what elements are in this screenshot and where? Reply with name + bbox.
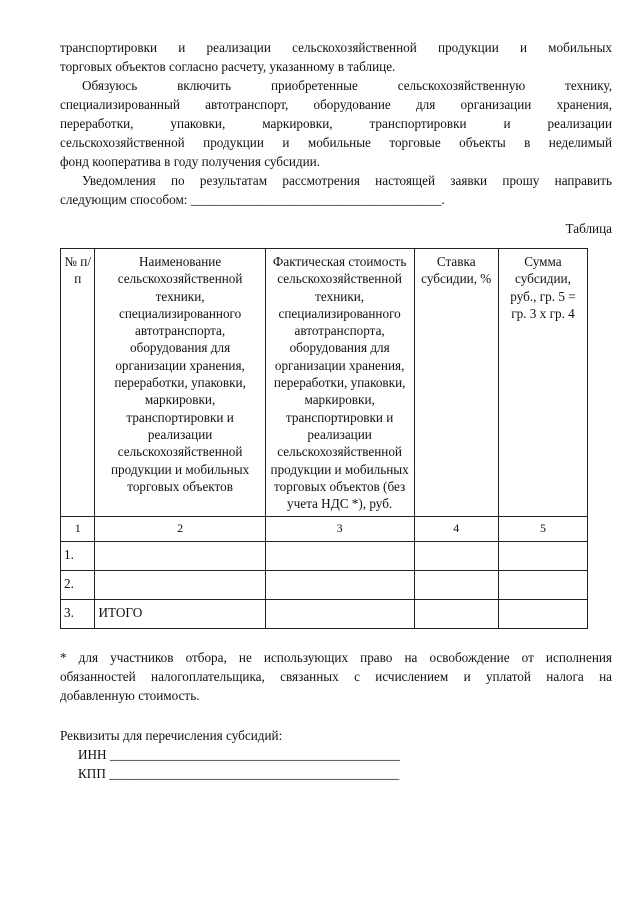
header-cell-rate: Ставка субсидии, % (414, 249, 498, 517)
table-row (61, 571, 588, 600)
text-line: Уведомления по результатам рассмотрения настоящей заявки прошу направить (82, 173, 612, 188)
total-label: ИТОГО (95, 600, 265, 629)
table-cell[interactable] (265, 571, 414, 600)
footnote (60, 648, 612, 705)
text-line: сельскохозяйственной продукции и мобильные торговые объекты в неделимый (60, 135, 612, 150)
text-line: переработки, упаковки, маркировки, транспортировки и реализации (60, 116, 612, 131)
header-cell-cost: Фактическая стоимость сельскохозяйственной техники, специализированного автотранспорта, оборудования для организации хранения, переработки, упаковки, маркировки, транспортировки и реализации сельскохозяйственной продукции и мобильных торговых объектов (без учета НДС *), руб. (265, 249, 414, 517)
paragraph-1 (60, 38, 612, 76)
kpp-field[interactable]: КПП ____________________________________________ (78, 766, 400, 782)
document-page (60, 38, 612, 783)
table-cell[interactable] (265, 542, 414, 571)
text-line: обязанностей налогоплательщика, связанных с исчислением и уплатой налога на (60, 669, 612, 685)
table-cell[interactable] (95, 571, 265, 600)
paragraph-2 (60, 76, 612, 171)
paragraph-3 (60, 171, 612, 209)
text-line: специализированный автотранспорт, оборудование для организации хранения, (60, 97, 612, 112)
row-number: 2. (61, 571, 95, 600)
table-cell[interactable] (414, 542, 498, 571)
column-number: 1 (61, 517, 95, 542)
text-line: следующим способом: ______________________________________. (60, 192, 445, 207)
column-number: 5 (498, 517, 587, 542)
header-cell-number: № п/п (61, 249, 95, 517)
table-cell[interactable] (414, 571, 498, 600)
column-number: 3 (265, 517, 414, 542)
text-line: фонд кооператива в году получения субсидии. (60, 154, 321, 169)
text-line: транспортировки и реализации сельскохозяйственной продукции и мобильных (60, 40, 612, 55)
text-line: добавленную стоимость. (60, 688, 200, 704)
table-cell[interactable] (498, 600, 587, 629)
text-line: торговых объектов согласно расчету, указанному в таблице. (60, 59, 396, 74)
table-cell[interactable] (498, 571, 587, 600)
inn-field[interactable]: ИНН ____________________________________________ (78, 747, 400, 763)
requisites-block (60, 726, 612, 783)
header-cell-amount: Сумма субсидии, руб., гр. 5 = гр. 3 x гр. 4 (498, 249, 587, 517)
table-cell[interactable] (265, 600, 414, 629)
column-number-row (61, 517, 588, 542)
table-row-total (61, 600, 588, 629)
row-number: 1. (61, 542, 95, 571)
table-cell[interactable] (498, 542, 587, 571)
header-cell-name: Наименование сельскохозяйственной техники, специализированного автотранспорта, оборудования для организации хранения, переработки, упаковки, маркировки, транспортировки и реализации сельскохозяйственной продукции и мобильных торговых объектов (95, 249, 265, 517)
row-number: 3. (61, 600, 95, 629)
column-number: 4 (414, 517, 498, 542)
text-line: * для участников отбора, не использующих право на освобождение от исполнения (60, 650, 612, 666)
table-cell[interactable] (414, 600, 498, 629)
table-row (61, 542, 588, 571)
text-line: Обязуюсь включить приобретенные сельскохозяйственную технику, (82, 78, 612, 93)
table-header-row (61, 249, 588, 517)
subsidy-table (60, 248, 588, 629)
requisites-title: Реквизиты для перечисления субсидий: (60, 728, 283, 744)
table-cell[interactable] (95, 542, 265, 571)
column-number: 2 (95, 517, 265, 542)
table-caption: Таблица (565, 221, 612, 236)
